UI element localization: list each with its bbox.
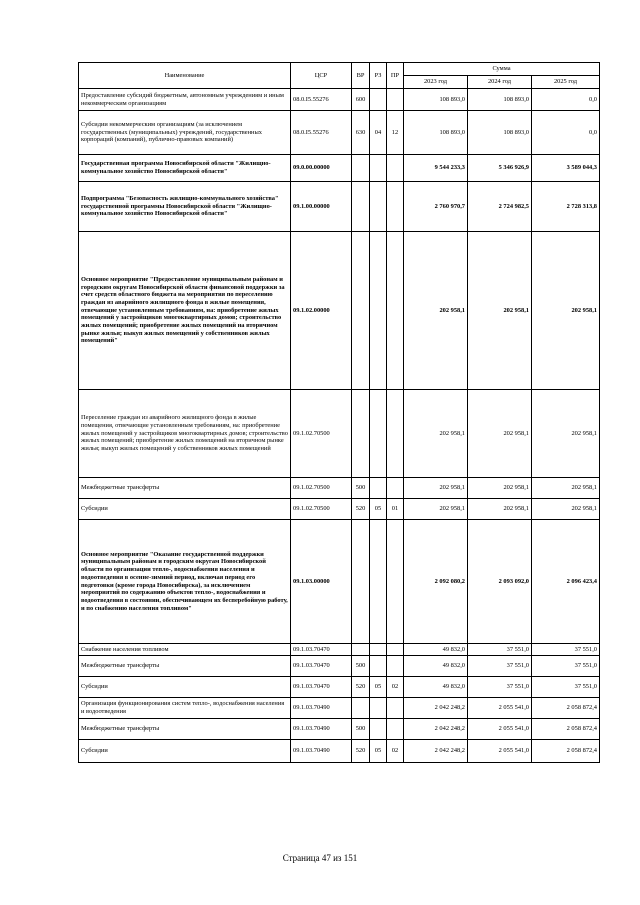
- row-vr: 520: [352, 677, 370, 698]
- row-rz: [370, 478, 387, 499]
- row-pr: 02: [387, 740, 404, 763]
- row-value-2023: 202 958,1: [404, 499, 468, 520]
- row-name: Основное мероприятие "Оказание государственной поддержки муниципальным районам и городским округам Новосибирской области по организации тепло-, водоснабжения населения и водоотведения в осенне-зимний период, включая период его подготовки (кроме города Новосибирска), за исключением мероприятий по содержанию объектов тепло-, водоснабжения и водоотведения в состоянии, обеспечивающем их бесперебойную работу, и по снабжению населения топливом": [79, 520, 291, 644]
- row-value-2023: 49 832,0: [404, 677, 468, 698]
- row-rz: [370, 520, 387, 644]
- row-value-2023: 9 544 233,3: [404, 155, 468, 182]
- row-pr: [387, 698, 404, 719]
- row-pr: [387, 89, 404, 111]
- table-row: [79, 155, 600, 182]
- row-name: Организация функционирования систем тепло-, водоснабжения населения и водоотведения: [79, 698, 291, 719]
- row-vr: 630: [352, 111, 370, 155]
- budget-table: [78, 62, 600, 763]
- row-name: Основное мероприятие "Предоставление муниципальным районам и городским округам Новосибирской области финансовой поддержки за счет средств областного бюджета на мероприятия по переселению граждан из аварийного жилищного фонда в жилые помещения, отвечающие установленным требованиям, на: приобретение жилых помещений у застройщиков многоквартирных домов; строительство жилых помещений; приобретение жилых помещений на вторичном рынке жилья; выкуп жилых помещений у собственников жилых помещений": [79, 232, 291, 390]
- row-value-2025: 2 058 872,4: [532, 740, 600, 763]
- row-pr: 02: [387, 677, 404, 698]
- row-pr: [387, 232, 404, 390]
- row-csr: 09.1.00.00000: [291, 182, 352, 232]
- row-value-2024: 2 055 541,0: [468, 719, 532, 740]
- row-value-2024: 108 893,0: [468, 111, 532, 155]
- row-csr: 09.1.02.70500: [291, 499, 352, 520]
- table-row: [79, 677, 600, 698]
- row-vr: 500: [352, 478, 370, 499]
- row-value-2023: 202 958,1: [404, 232, 468, 390]
- header-year-2024: 2024 год: [468, 76, 532, 89]
- row-value-2023: 202 958,1: [404, 390, 468, 478]
- row-vr: [352, 644, 370, 656]
- table-row: [79, 520, 600, 644]
- row-csr: 09.1.03.70490: [291, 740, 352, 763]
- header-vr: ВР: [352, 63, 370, 89]
- row-name: Межбюджетные трансферты: [79, 719, 291, 740]
- row-csr: 09.1.03.70490: [291, 719, 352, 740]
- table-row: [79, 740, 600, 763]
- row-rz: [370, 719, 387, 740]
- row-vr: [352, 155, 370, 182]
- row-name: Субсидии некоммерческим организациям (за исключением государственных (муниципальных) учреждений, государственных корпораций (компаний), публично-правовых компаний): [79, 111, 291, 155]
- row-value-2023: 108 893,0: [404, 89, 468, 111]
- row-pr: [387, 520, 404, 644]
- row-value-2023: 49 832,0: [404, 644, 468, 656]
- row-rz: [370, 644, 387, 656]
- table-row: [79, 232, 600, 390]
- row-name: Межбюджетные трансферты: [79, 656, 291, 677]
- row-value-2023: 2 042 248,2: [404, 698, 468, 719]
- row-value-2024: 2 093 092,0: [468, 520, 532, 644]
- row-vr: [352, 182, 370, 232]
- row-value-2025: 3 589 044,3: [532, 155, 600, 182]
- row-value-2024: 37 551,0: [468, 677, 532, 698]
- row-value-2025: 37 551,0: [532, 677, 600, 698]
- table-row: [79, 111, 600, 155]
- row-csr: 09.0.00.00000: [291, 155, 352, 182]
- row-rz: 05: [370, 677, 387, 698]
- row-csr: 09.1.02.70500: [291, 390, 352, 478]
- row-value-2023: 49 832,0: [404, 656, 468, 677]
- row-name: Субсидии: [79, 499, 291, 520]
- row-csr: 09.1.03.70470: [291, 677, 352, 698]
- row-value-2024: 5 346 926,9: [468, 155, 532, 182]
- row-pr: [387, 644, 404, 656]
- row-rz: [370, 390, 387, 478]
- row-csr: 09.1.03.70470: [291, 644, 352, 656]
- row-name: Субсидии: [79, 677, 291, 698]
- table-row: [79, 182, 600, 232]
- row-pr: [387, 656, 404, 677]
- row-rz: 04: [370, 111, 387, 155]
- row-name: Субсидии: [79, 740, 291, 763]
- row-csr: 08.0.I5.55276: [291, 89, 352, 111]
- row-vr: 600: [352, 89, 370, 111]
- row-pr: [387, 155, 404, 182]
- row-rz: [370, 232, 387, 390]
- row-value-2024: 2 724 982,5: [468, 182, 532, 232]
- row-pr: [387, 478, 404, 499]
- table-row: [79, 89, 600, 111]
- row-value-2025: 202 958,1: [532, 478, 600, 499]
- row-rz: 05: [370, 740, 387, 763]
- row-rz: [370, 155, 387, 182]
- row-value-2024: 37 551,0: [468, 644, 532, 656]
- row-vr: [352, 232, 370, 390]
- table-row: [79, 644, 600, 656]
- header-year-2025: 2025 год: [532, 76, 600, 89]
- header-year-2023: 2023 год: [404, 76, 468, 89]
- page-number: Страница 47 из 151: [282, 853, 358, 863]
- row-value-2025: 0,0: [532, 89, 600, 111]
- row-value-2025: 2 096 423,4: [532, 520, 600, 644]
- row-value-2023: 202 958,1: [404, 478, 468, 499]
- row-pr: [387, 719, 404, 740]
- table-row: [79, 390, 600, 478]
- row-rz: [370, 698, 387, 719]
- row-rz: 05: [370, 499, 387, 520]
- row-csr: 09.1.02.70500: [291, 478, 352, 499]
- row-value-2023: 2 042 248,2: [404, 740, 468, 763]
- row-value-2025: 37 551,0: [532, 656, 600, 677]
- row-vr: [352, 698, 370, 719]
- row-vr: 500: [352, 719, 370, 740]
- row-value-2023: 2 760 970,7: [404, 182, 468, 232]
- row-value-2025: 2 058 872,4: [532, 719, 600, 740]
- row-value-2024: 202 958,1: [468, 232, 532, 390]
- row-pr: [387, 390, 404, 478]
- row-value-2025: 202 958,1: [532, 232, 600, 390]
- row-value-2025: 2 058 872,4: [532, 698, 600, 719]
- row-value-2024: 202 958,1: [468, 478, 532, 499]
- row-pr: [387, 182, 404, 232]
- row-vr: 500: [352, 656, 370, 677]
- row-value-2023: 2 092 080,2: [404, 520, 468, 644]
- row-value-2025: 37 551,0: [532, 644, 600, 656]
- row-value-2024: 202 958,1: [468, 390, 532, 478]
- table-row: [79, 719, 600, 740]
- row-rz: [370, 89, 387, 111]
- header-csr: ЦСР: [291, 63, 352, 89]
- row-name: Переселение граждан из аварийного жилищного фонда в жилые помещения, отвечающие установленным требованиям, на: приобретение жилых помещений у застройщиков многоквартирных домов; строительство жилых помещений; приобретение жилых помещений на вторичном рынке жилья; выкуп жилых помещений у собственников жилых помещений: [79, 390, 291, 478]
- row-value-2025: 0,0: [532, 111, 600, 155]
- row-rz: [370, 656, 387, 677]
- row-value-2024: 2 055 541,0: [468, 698, 532, 719]
- row-value-2024: 2 055 541,0: [468, 740, 532, 763]
- row-csr: 09.1.03.70470: [291, 656, 352, 677]
- row-value-2025: 2 728 313,8: [532, 182, 600, 232]
- row-vr: [352, 390, 370, 478]
- table-row: [79, 698, 600, 719]
- row-rz: [370, 182, 387, 232]
- row-name: Государственная программа Новосибирской области "Жилищно-коммунальное хозяйство Новосибирской области": [79, 155, 291, 182]
- row-csr: 09.1.03.00000: [291, 520, 352, 644]
- table-body: [79, 89, 600, 763]
- row-pr: 12: [387, 111, 404, 155]
- row-name: Межбюджетные трансферты: [79, 478, 291, 499]
- row-csr: 08.0.I5.55276: [291, 111, 352, 155]
- row-name: Подпрограмма "Безопасность жилищно-коммунального хозяйства" государственной программы Новосибирской области "Жилищно-коммунальное хозяйство Новосибирской области": [79, 182, 291, 232]
- table-row: [79, 478, 600, 499]
- row-pr: 01: [387, 499, 404, 520]
- header-rz: РЗ: [370, 63, 387, 89]
- table-row: [79, 499, 600, 520]
- table-row: [79, 656, 600, 677]
- row-csr: 09.1.03.70490: [291, 698, 352, 719]
- row-value-2024: 202 958,1: [468, 499, 532, 520]
- row-vr: [352, 520, 370, 644]
- row-value-2023: 108 893,0: [404, 111, 468, 155]
- row-value-2025: 202 958,1: [532, 390, 600, 478]
- row-value-2025: 202 958,1: [532, 499, 600, 520]
- row-csr: 09.1.02.00000: [291, 232, 352, 390]
- row-name: Предоставление субсидий бюджетным, автономным учреждениям и иным некоммерческим организациям: [79, 89, 291, 111]
- row-value-2024: 108 893,0: [468, 89, 532, 111]
- row-vr: 520: [352, 740, 370, 763]
- row-name: Снабжение населения топливом: [79, 644, 291, 656]
- row-value-2024: 37 551,0: [468, 656, 532, 677]
- header-sum: Сумма: [404, 63, 600, 76]
- header-pr: ПР: [387, 63, 404, 89]
- row-vr: 520: [352, 499, 370, 520]
- header-name: Наименование: [79, 63, 291, 89]
- row-value-2023: 2 042 248,2: [404, 719, 468, 740]
